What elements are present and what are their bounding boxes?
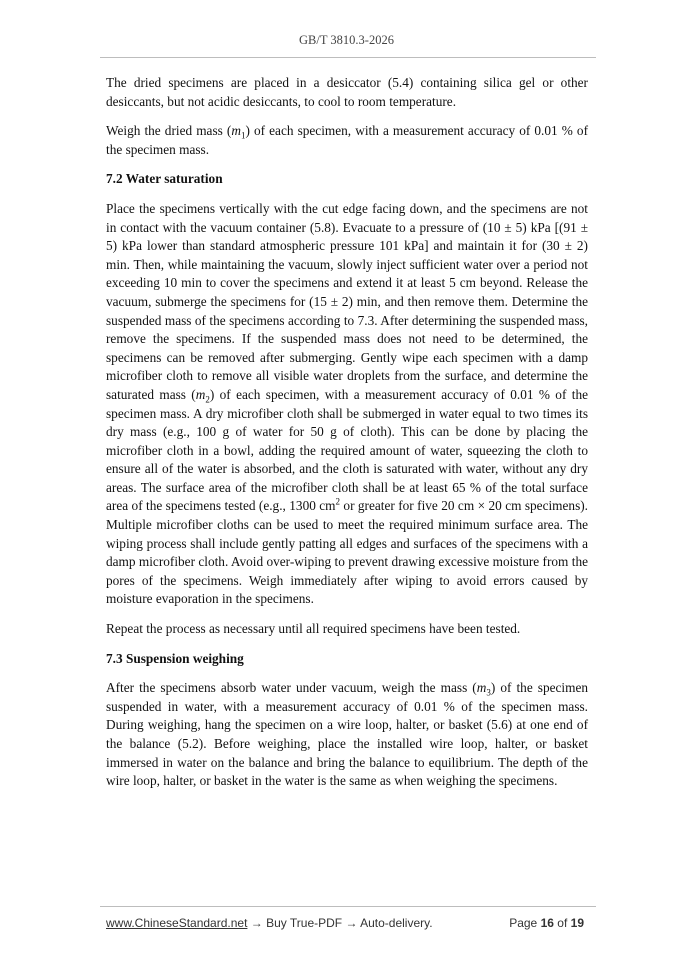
variable-m: m	[476, 680, 487, 696]
paragraph-dried-mass	[106, 122, 588, 159]
section-heading-7-2: 7.2 Water saturation	[106, 171, 223, 187]
page-current: 16	[540, 916, 554, 930]
text-segment: ) of the specimen suspended in water, with a measurement accuracy of 0.01 % of the specimen mass. During weighing, hang the specimen on a wire loop, halter, or basket (5.6) at one end of the balance (5.2). Before weighing, place the installed wire loop, halter, or basket immersed in water on the balance and bring the balance to equilibrium. The depth of the wire loop, halter, or basket in the water is the same as when weighing the specimens.	[106, 680, 588, 789]
paragraph-repeat: Repeat the process as necessary until all required specimens have been tested.	[106, 621, 521, 637]
variable-subscript: 3	[486, 687, 491, 698]
variable-subscript: 1	[240, 130, 246, 141]
paragraph-water-saturation	[106, 200, 588, 609]
superscript: 2	[335, 497, 341, 508]
promo-text: → Buy True-PDF → Auto-delivery.	[247, 916, 433, 930]
footer-divider	[100, 906, 596, 907]
paragraph-desiccator: The dried specimens are placed in a desiccator (5.4) containing silica gel or other desiccants, but not acidic desiccants, to cool to room temperature.	[106, 75, 588, 109]
standard-code: GB/T 3810.3-2026	[299, 33, 394, 47]
variable-m: m	[195, 386, 206, 402]
text-segment: ) of each specimen, with a measurement accuracy of 0.01 % of the specimen mass.	[106, 123, 589, 157]
page-word: Page	[509, 916, 538, 930]
text-segment: After the specimens absorb water under vacuum, weigh the mass (	[106, 680, 477, 696]
page-number	[509, 916, 584, 930]
page-total: 19	[570, 916, 584, 930]
text-segment: Place the specimens vertically with the cut edge facing down, and the specimens are not in contact with the vacuum container (5.8). Evacuate to a pressure of (10 ± 5) kPa [(91 ± 5) kPa lower than standard atmospheric pressure 101 kPa] and maintain it for (30 ± 2) min. Then, while maintaining the vacuum, slowly inject sufficient water over a period not exceeding 10 min to cover the specimens and extend it at least 5 cm beyond. Release the vacuum, submerge the specimens for (15 ± 2) min, and then remove them. Determine the suspended mass of the specimens according to 7.3. After determining the suspended mass, remove the specimens. If the suspended mass does not need to be determined, the specimens can be removed after submerging. Gently wipe each specimen with a damp microfiber cloth to remove all visible water droplets from the surface, and determine the saturated mass (	[106, 200, 588, 402]
page-header	[0, 33, 693, 48]
document-body	[106, 74, 588, 802]
page-footer	[106, 916, 584, 930]
text-segment: or greater for five 20 cm × 20 cm specimens). Multiple microfiber cloths can be used to meet the required minimum surface area. The wiping process shall include gently patting all edges and surfaces of the specimens with a damp microfiber cloth. Avoid over-wiping to prevent drawing excessive moisture from the pores of the specimens. Weigh immediately after wiping to avoid errors caused by moisture evaporation in the specimens.	[106, 498, 588, 607]
text-segment: ) of each specimen, with a measurement accuracy of 0.01 % of the specimen mass. A dry microfiber cloth shall be submerged in water equal to two times its dry mass (e.g., 100 g of water for 50 g of cloth). This can be done by placing the microfiber cloth in a bowl, adding the required amount of water, squeezing the cloth to ensure all of the water is absorbed, and the cloth is saturated with water, without any dry areas. The surface area of the microfiber cloth shall be at least 65 % of the total surface area of the specimens tested (e.g., 1300 cm	[106, 386, 588, 514]
variable-subscript: 2	[205, 394, 210, 405]
paragraph-suspension-weighing	[106, 679, 588, 791]
section-heading-7-3: 7.3 Suspension weighing	[106, 650, 244, 666]
site-link[interactable]: www.ChineseStandard.net	[106, 916, 248, 930]
header-divider	[100, 57, 596, 58]
text-segment: Weigh the dried mass (	[106, 123, 232, 139]
footer-promo	[106, 916, 433, 930]
variable-m: m	[231, 123, 241, 139]
page-of: of	[557, 916, 568, 930]
